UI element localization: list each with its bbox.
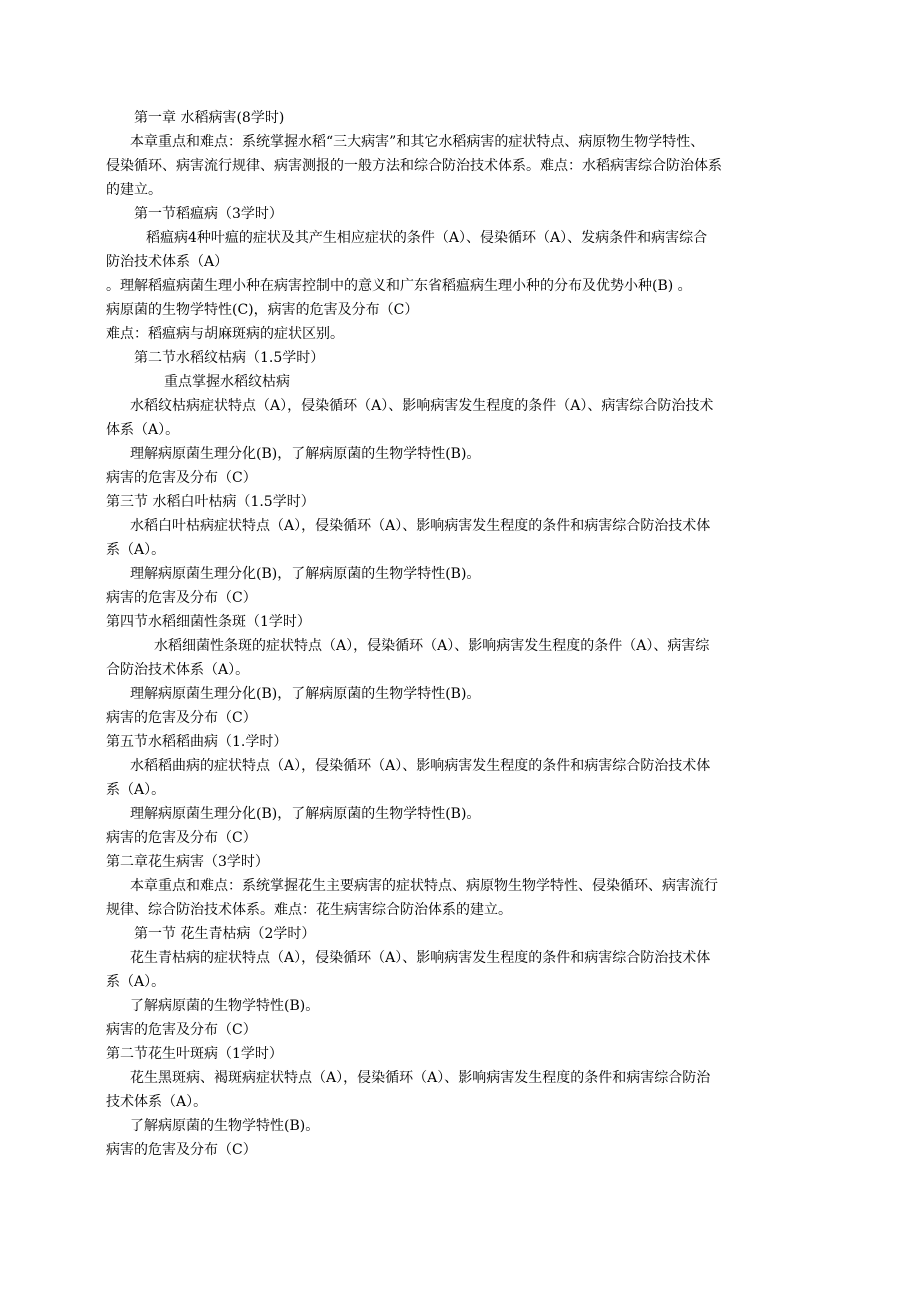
section-2-2-para-line-3: 了解病原菌的生物学特性(B)。 — [130, 1118, 320, 1134]
section-1-1-difficulty: 难点：稻瘟病与胡麻斑病的症状区别。 — [106, 326, 344, 342]
chapter-1-key-points-line-2: 侵染循环、病害流行规律、病害测报的一般方法和综合防治技术体系。难点：水稻病害综合防治体系 — [106, 158, 722, 174]
section-1-5-para-line-2: 系（A）。 — [106, 782, 166, 798]
section-2-1-para-line-4: 病害的危害及分布（C） — [106, 1022, 257, 1038]
section-1-3-title: 第三节 水稻白叶枯病（1.5学时） — [106, 494, 315, 510]
section-1-1-title: 第一节稻瘟病（3学时） — [134, 206, 283, 222]
section-1-1-para-line-3: 。理解稻瘟病菌生理小种在病害控制中的意义和广东省稻瘟病生理小种的分布及优势小种(B) 。 — [106, 278, 692, 294]
section-1-5-para-line-4: 病害的危害及分布（C） — [106, 830, 257, 846]
section-1-2-title: 第二节水稻纹枯病（1.5学时） — [134, 350, 325, 366]
section-1-3-para-line-1: 水稻白叶枯病症状特点（A），侵染循环（A）、影响病害发生程度的条件和病害综合防治技术体 — [130, 518, 711, 534]
section-2-2-para-line-1: 花生黑斑病、褐斑病症状特点（A），侵染循环（A）、影响病害发生程度的条件和病害综合防治 — [130, 1070, 711, 1086]
chapter-2-key-points-line-2: 规律、综合防治技术体系。难点：花生病害综合防治体系的建立。 — [106, 902, 512, 918]
document-body — [106, 106, 818, 1162]
section-1-3-para-line-2: 系（A）。 — [106, 542, 166, 558]
section-2-2-para-line-4: 病害的危害及分布（C） — [106, 1142, 257, 1158]
section-1-3-para-line-3: 理解病原菌生理分化(B)，了解病原菌的生物学特性(B)。 — [130, 566, 481, 582]
section-1-2-key-point: 重点掌握水稻纹枯病 — [164, 374, 290, 390]
chapter-1-key-points-line-3: 的建立。 — [106, 182, 162, 198]
section-1-2-para-line-4: 病害的危害及分布（C） — [106, 470, 257, 486]
section-2-1-para-line-3: 了解病原菌的生物学特性(B)。 — [130, 998, 320, 1014]
section-2-1-para-line-1: 花生青枯病的症状特点（A），侵染循环（A）、影响病害发生程度的条件和病害综合防治技术体 — [130, 950, 711, 966]
section-1-4-para-line-1: 水稻细菌性条斑的症状特点（A），侵染循环（A）、影响病害发生程度的条件（A）、病害综 — [154, 638, 710, 654]
section-1-5-para-line-3: 理解病原菌生理分化(B)，了解病原菌的生物学特性(B)。 — [130, 806, 481, 822]
section-1-4-para-line-3: 理解病原菌生理分化(B)，了解病原菌的生物学特性(B)。 — [130, 686, 481, 702]
section-2-2-para-line-2: 技术体系（A）。 — [106, 1094, 208, 1110]
section-1-1-para-line-2: 防治技术体系（A） — [106, 254, 229, 270]
section-2-1-para-line-2: 系（A）。 — [106, 974, 166, 990]
section-1-1-para-line-4: 病原菌的生物学特性(C)，病害的危害及分布（C） — [106, 302, 419, 318]
section-1-2-para-line-3: 理解病原菌生理分化(B)，了解病原菌的生物学特性(B)。 — [130, 446, 481, 462]
chapter-2-title: 第二章花生病害（3学时） — [106, 854, 269, 870]
chapter-1-key-points-line-1: 本章重点和难点：系统掌握水稻“三大病害”和其它水稻病害的症状特点、病原物生物学特性、 — [130, 134, 705, 150]
chapter-1-title: 第一章 水稻病害(8学时) — [134, 110, 285, 126]
section-1-4-para-line-2: 合防治技术体系（A）。 — [106, 662, 250, 678]
section-1-1-para-line-1: 稻瘟病4种叶瘟的症状及其产生相应症状的条件（A）、侵染循环（A）、发病条件和病害综合 — [146, 230, 708, 246]
section-1-5-title: 第五节水稻稻曲病（1.学时） — [106, 734, 288, 750]
section-1-3-para-line-4: 病害的危害及分布（C） — [106, 590, 257, 606]
section-1-4-para-line-4: 病害的危害及分布（C） — [106, 710, 257, 726]
section-2-1-title: 第一节 花生青枯病（2学时） — [134, 926, 316, 942]
section-1-5-para-line-1: 水稻稻曲病的症状特点（A），侵染循环（A）、影响病害发生程度的条件和病害综合防治技术体 — [130, 758, 711, 774]
section-2-2-title: 第二节花生叶斑病（1学时） — [106, 1046, 283, 1062]
section-1-2-para-line-2: 体系（A）。 — [106, 422, 180, 438]
section-1-4-title: 第四节水稻细菌性条斑（1学时） — [106, 614, 311, 630]
section-1-2-para-line-1: 水稻纹枯病症状特点（A），侵染循环（A）、影响病害发生程度的条件（A）、病害综合防治技术 — [130, 398, 714, 414]
chapter-2-key-points-line-1: 本章重点和难点：系统掌握花生主要病害的症状特点、病原物生物学特性、侵染循环、病害流行 — [130, 878, 718, 894]
